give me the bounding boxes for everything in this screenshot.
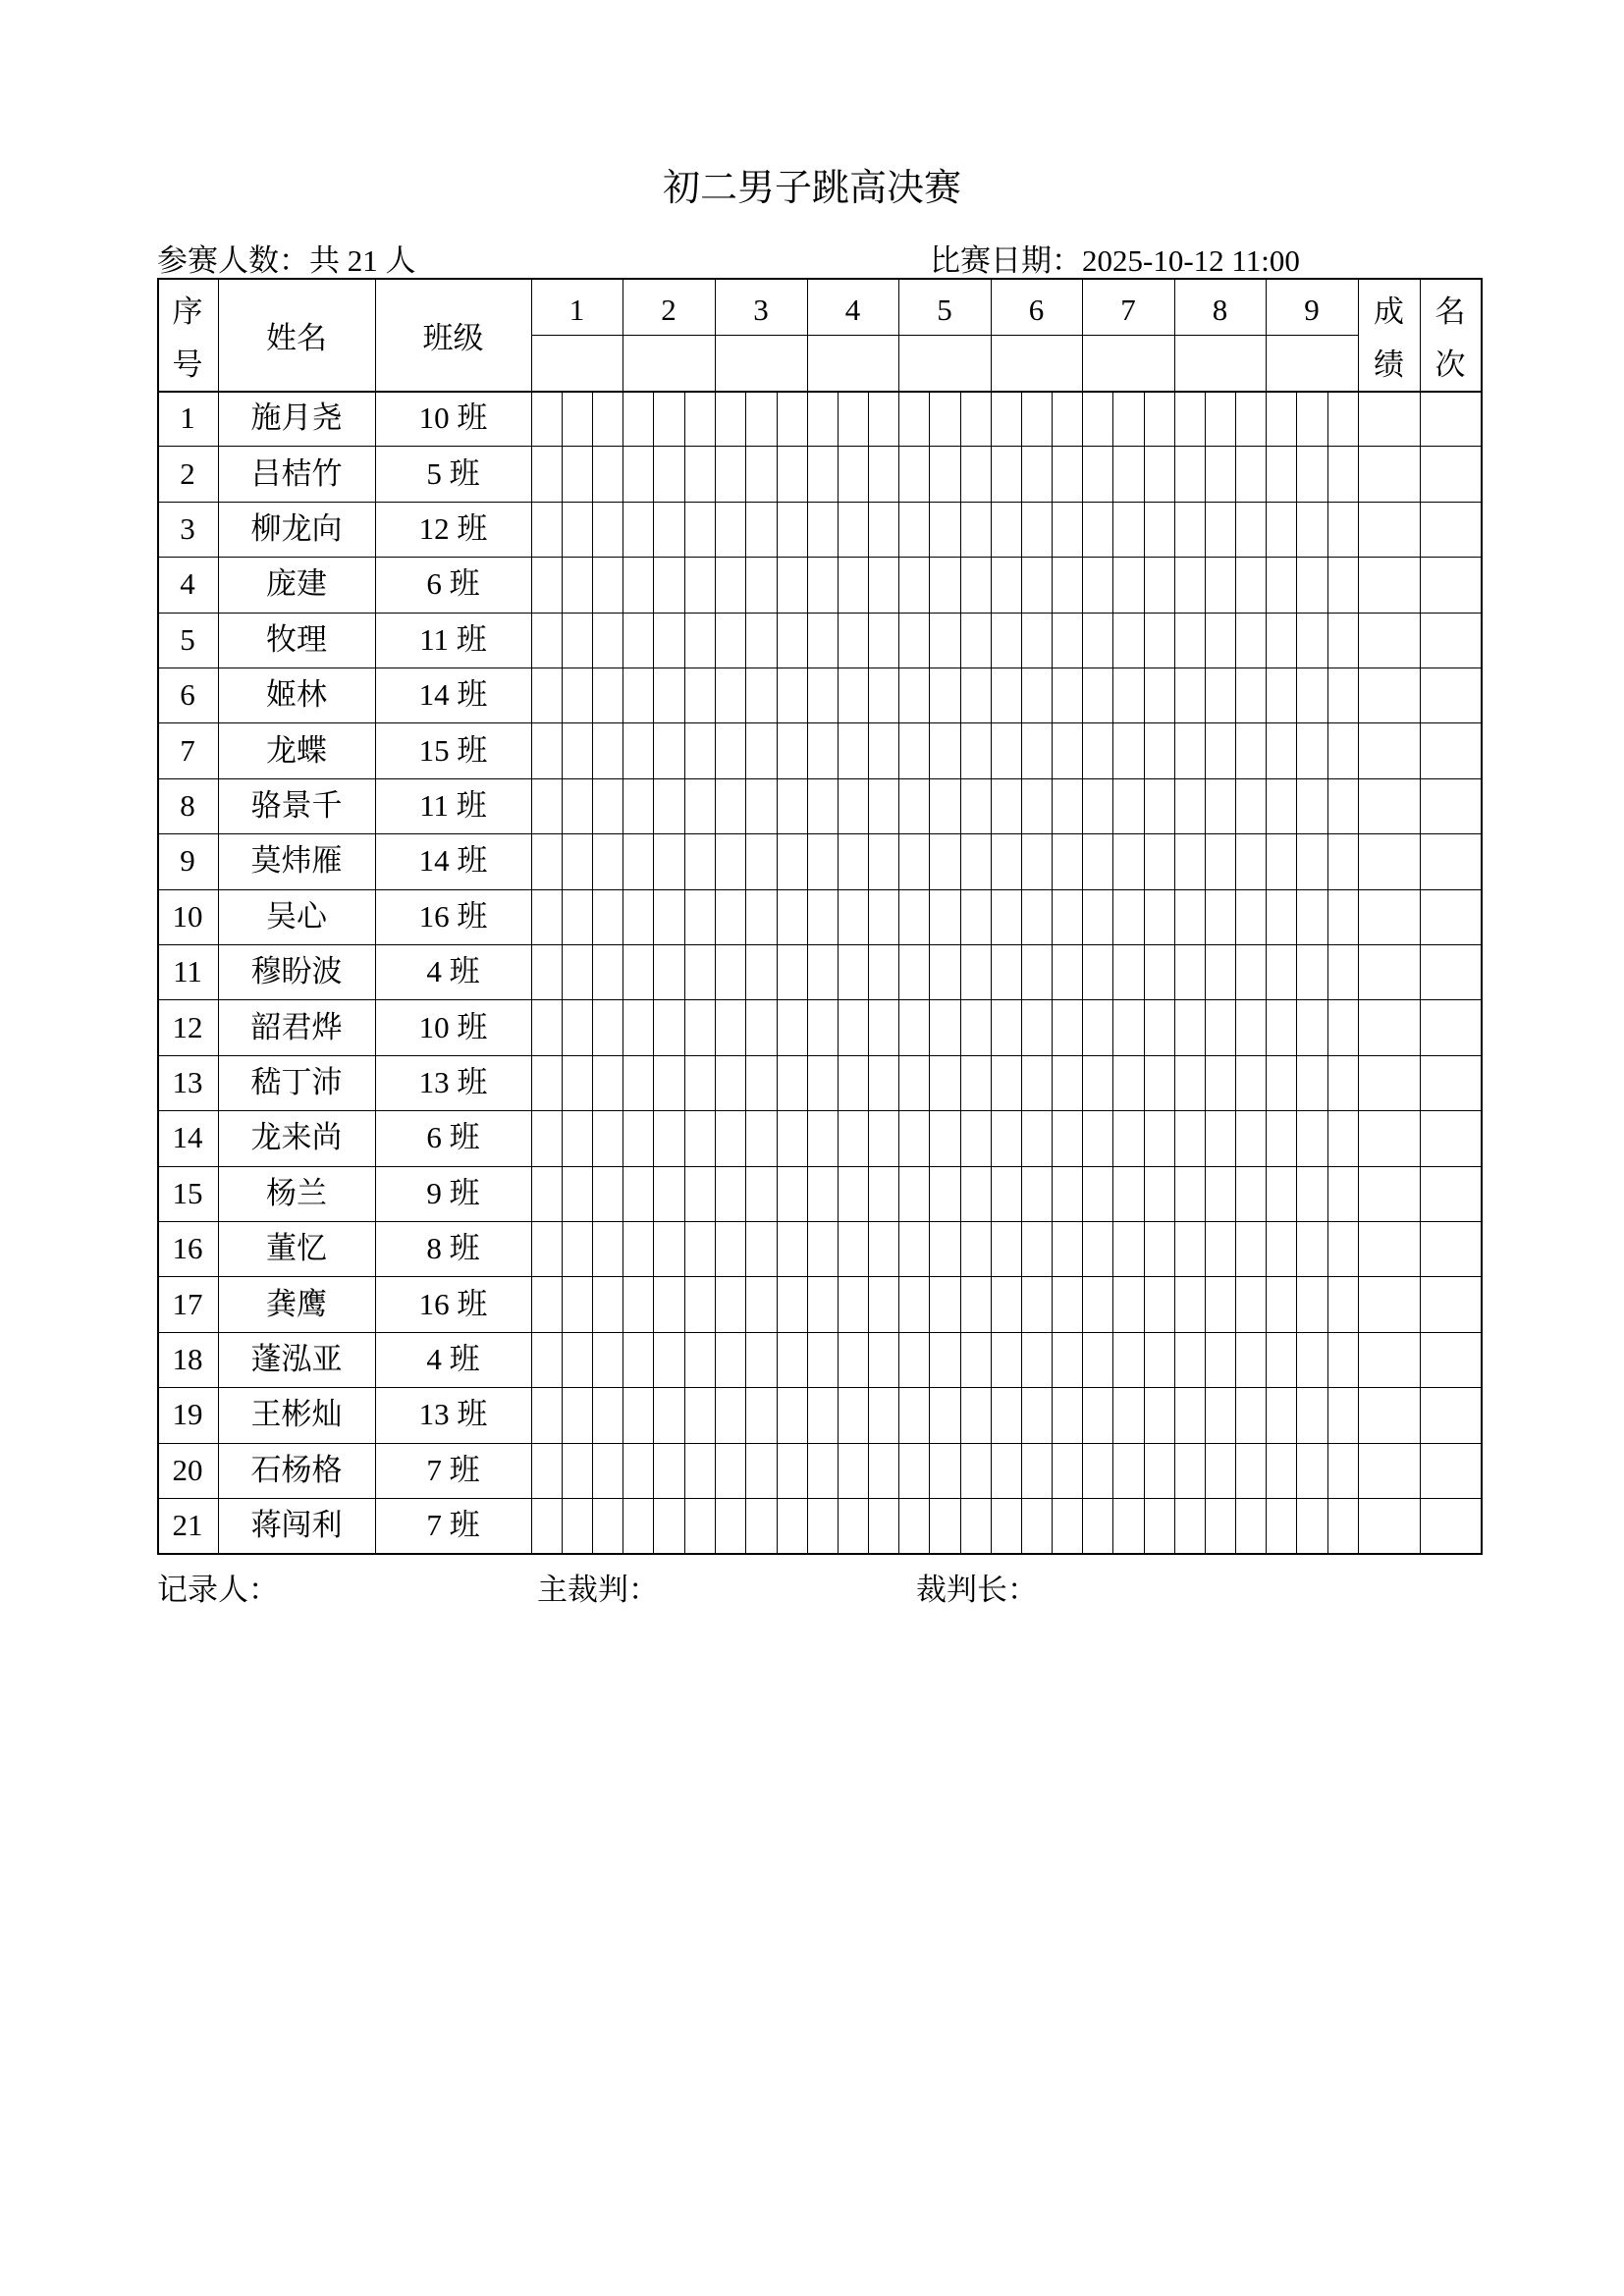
column-divider: [218, 278, 219, 1553]
row-class: 14 班: [418, 843, 488, 879]
row-class: 7 班: [426, 1508, 480, 1543]
row-seq: 2: [180, 455, 195, 491]
attempt-column-divider: [807, 278, 808, 1553]
participant-count-label: 参赛人数：: [157, 243, 309, 278]
row-name: 庞建: [266, 566, 327, 602]
header-attempt-6: 6: [1028, 293, 1045, 327]
header-attempt-3: 3: [753, 293, 769, 327]
row-divider: [157, 1443, 1481, 1444]
row-seq: 19: [172, 1397, 203, 1432]
attempt-column-divider: [1082, 278, 1083, 1553]
table-border-top: [157, 278, 1483, 280]
row-divider: [157, 613, 1481, 614]
row-class: 5 班: [426, 455, 480, 491]
match-date-label: 比赛日期：: [930, 243, 1082, 278]
row-seq: 16: [172, 1231, 203, 1266]
attempt-subcolumn-divider: [1296, 391, 1297, 1553]
row-seq: 15: [172, 1175, 203, 1210]
chief-judge-signature-label: 主裁判：: [537, 1573, 659, 1607]
row-divider: [157, 833, 1481, 834]
attempt-subcolumn-divider: [777, 391, 778, 1553]
header-seq-bottom: 号: [172, 347, 203, 382]
recorder-signature-label: 记录人：: [157, 1573, 279, 1607]
attempt-subcolumn-divider: [1052, 391, 1053, 1553]
match-date-value: 2025-10-12 11:00: [1082, 243, 1300, 278]
row-name: 石杨格: [250, 1452, 343, 1487]
row-name: 龙来尚: [250, 1120, 343, 1155]
row-seq: 6: [180, 677, 195, 713]
attempt-column-divider: [1358, 278, 1359, 1553]
row-class: 13 班: [418, 1065, 488, 1099]
row-seq: 20: [172, 1452, 203, 1487]
attempt-column-divider: [991, 278, 992, 1553]
attempt-subcolumn-divider: [1205, 391, 1206, 1553]
header-seq-top: 序: [172, 294, 203, 329]
row-class: 9 班: [426, 1175, 480, 1210]
row-seq: 4: [180, 566, 195, 602]
attempt-header-divider: [531, 335, 1358, 336]
head-referee-signature-label: 裁判长：: [916, 1573, 1038, 1607]
row-divider: [157, 778, 1481, 779]
row-seq: 21: [172, 1508, 203, 1543]
attempt-subcolumn-divider: [684, 391, 685, 1553]
attempt-subcolumn-divider: [745, 391, 746, 1553]
table-border-right: [1481, 278, 1483, 1553]
row-name: 嵇丁沛: [250, 1065, 343, 1099]
header-rank-bottom: 次: [1435, 347, 1466, 382]
attempt-column-divider: [531, 278, 532, 1553]
header-name: 姓名: [266, 321, 327, 355]
row-divider: [157, 944, 1481, 945]
row-name: 骆景千: [250, 788, 343, 823]
row-seq: 14: [172, 1120, 203, 1155]
row-class: 16 班: [418, 1286, 488, 1321]
row-divider: [157, 1055, 1481, 1056]
row-name: 吴心: [266, 898, 327, 934]
row-divider: [157, 557, 1481, 558]
attempt-subcolumn-divider: [1327, 391, 1328, 1553]
attempt-subcolumn-divider: [653, 391, 654, 1553]
attempt-subcolumn-divider: [562, 391, 563, 1553]
row-class: 12 班: [418, 511, 488, 546]
row-class: 15 班: [418, 732, 488, 768]
row-divider: [157, 1166, 1481, 1167]
row-divider: [157, 1498, 1481, 1499]
participant-count-value: 共 21 人: [309, 243, 416, 278]
row-divider: [157, 446, 1481, 447]
attempt-column-divider: [715, 278, 716, 1553]
attempt-column-divider: [1174, 278, 1175, 1553]
attempt-subcolumn-divider: [592, 391, 593, 1553]
row-name: 吕桔竹: [250, 455, 343, 491]
row-class: 11 班: [419, 621, 487, 657]
row-class: 4 班: [426, 954, 480, 989]
attempt-subcolumn-divider: [1235, 391, 1236, 1553]
row-name: 韶君烨: [250, 1009, 343, 1044]
header-attempt-9: 9: [1304, 293, 1320, 327]
row-divider: [157, 1110, 1481, 1111]
row-name: 蓬泓亚: [250, 1342, 343, 1376]
row-seq: 5: [180, 621, 195, 657]
row-class: 7 班: [426, 1452, 480, 1487]
row-divider: [157, 722, 1481, 723]
row-seq: 9: [180, 843, 195, 879]
attempt-subcolumn-divider: [838, 391, 839, 1553]
row-class: 6 班: [426, 566, 480, 602]
row-class: 4 班: [426, 1342, 480, 1376]
column-divider: [375, 278, 376, 1553]
header-attempt-8: 8: [1212, 293, 1228, 327]
header-rank-top: 名: [1435, 294, 1466, 329]
header-attempt-1: 1: [568, 293, 585, 327]
row-divider: [157, 999, 1481, 1000]
row-divider: [157, 1276, 1481, 1277]
header-attempt-2: 2: [661, 293, 677, 327]
row-name: 董忆: [266, 1231, 327, 1266]
row-name: 柳龙向: [250, 511, 343, 546]
row-name: 龚鹰: [266, 1286, 327, 1321]
attempt-column-divider: [898, 278, 899, 1553]
row-seq: 3: [180, 511, 195, 546]
row-seq: 12: [172, 1009, 203, 1044]
row-name: 莫炜雁: [250, 843, 343, 879]
row-divider: [157, 1221, 1481, 1222]
row-name: 蒋闯利: [250, 1508, 343, 1543]
row-divider: [157, 502, 1481, 503]
row-name: 牧理: [266, 621, 327, 657]
column-divider: [1420, 278, 1421, 1553]
row-class: 16 班: [418, 898, 488, 934]
row-class: 11 班: [419, 788, 487, 823]
header-class: 班级: [422, 321, 484, 355]
row-name: 龙蝶: [266, 732, 327, 768]
attempt-column-divider: [1266, 278, 1267, 1553]
page-title: 初二男子跳高决赛: [662, 168, 961, 209]
row-class: 6 班: [426, 1120, 480, 1155]
row-class: 14 班: [418, 677, 488, 713]
row-name: 施月尧: [250, 400, 343, 436]
row-divider: [157, 1332, 1481, 1333]
attempt-subcolumn-divider: [960, 391, 961, 1553]
row-name: 杨兰: [266, 1175, 327, 1210]
header-attempt-7: 7: [1120, 293, 1136, 327]
row-seq: 18: [172, 1342, 203, 1376]
row-name: 王彬灿: [250, 1397, 343, 1432]
row-seq: 11: [173, 954, 202, 989]
row-class: 13 班: [418, 1397, 488, 1432]
row-seq: 1: [180, 400, 195, 436]
attempt-subcolumn-divider: [929, 391, 930, 1553]
row-divider: [157, 1387, 1481, 1388]
row-name: 穆盼波: [250, 954, 343, 989]
table-border-bottom: [157, 1553, 1483, 1555]
header-attempt-4: 4: [844, 293, 861, 327]
header-score-bottom: 绩: [1374, 347, 1404, 382]
row-class: 10 班: [418, 400, 488, 436]
row-seq: 13: [172, 1065, 203, 1099]
row-seq: 10: [172, 898, 203, 934]
header-score-top: 成: [1374, 294, 1404, 329]
attempt-subcolumn-divider: [1144, 391, 1145, 1553]
attempt-subcolumn-divider: [1021, 391, 1022, 1553]
attempt-subcolumn-divider: [1112, 391, 1113, 1553]
attempt-subcolumn-divider: [868, 391, 869, 1553]
row-class: 8 班: [426, 1231, 480, 1266]
header-divider: [157, 391, 1481, 393]
row-divider: [157, 889, 1481, 890]
header-attempt-5: 5: [937, 293, 952, 327]
row-seq: 8: [180, 788, 195, 823]
row-divider: [157, 667, 1481, 668]
row-name: 姬林: [266, 677, 327, 713]
row-class: 10 班: [418, 1009, 488, 1044]
row-seq: 7: [180, 732, 195, 768]
row-seq: 17: [172, 1286, 203, 1321]
